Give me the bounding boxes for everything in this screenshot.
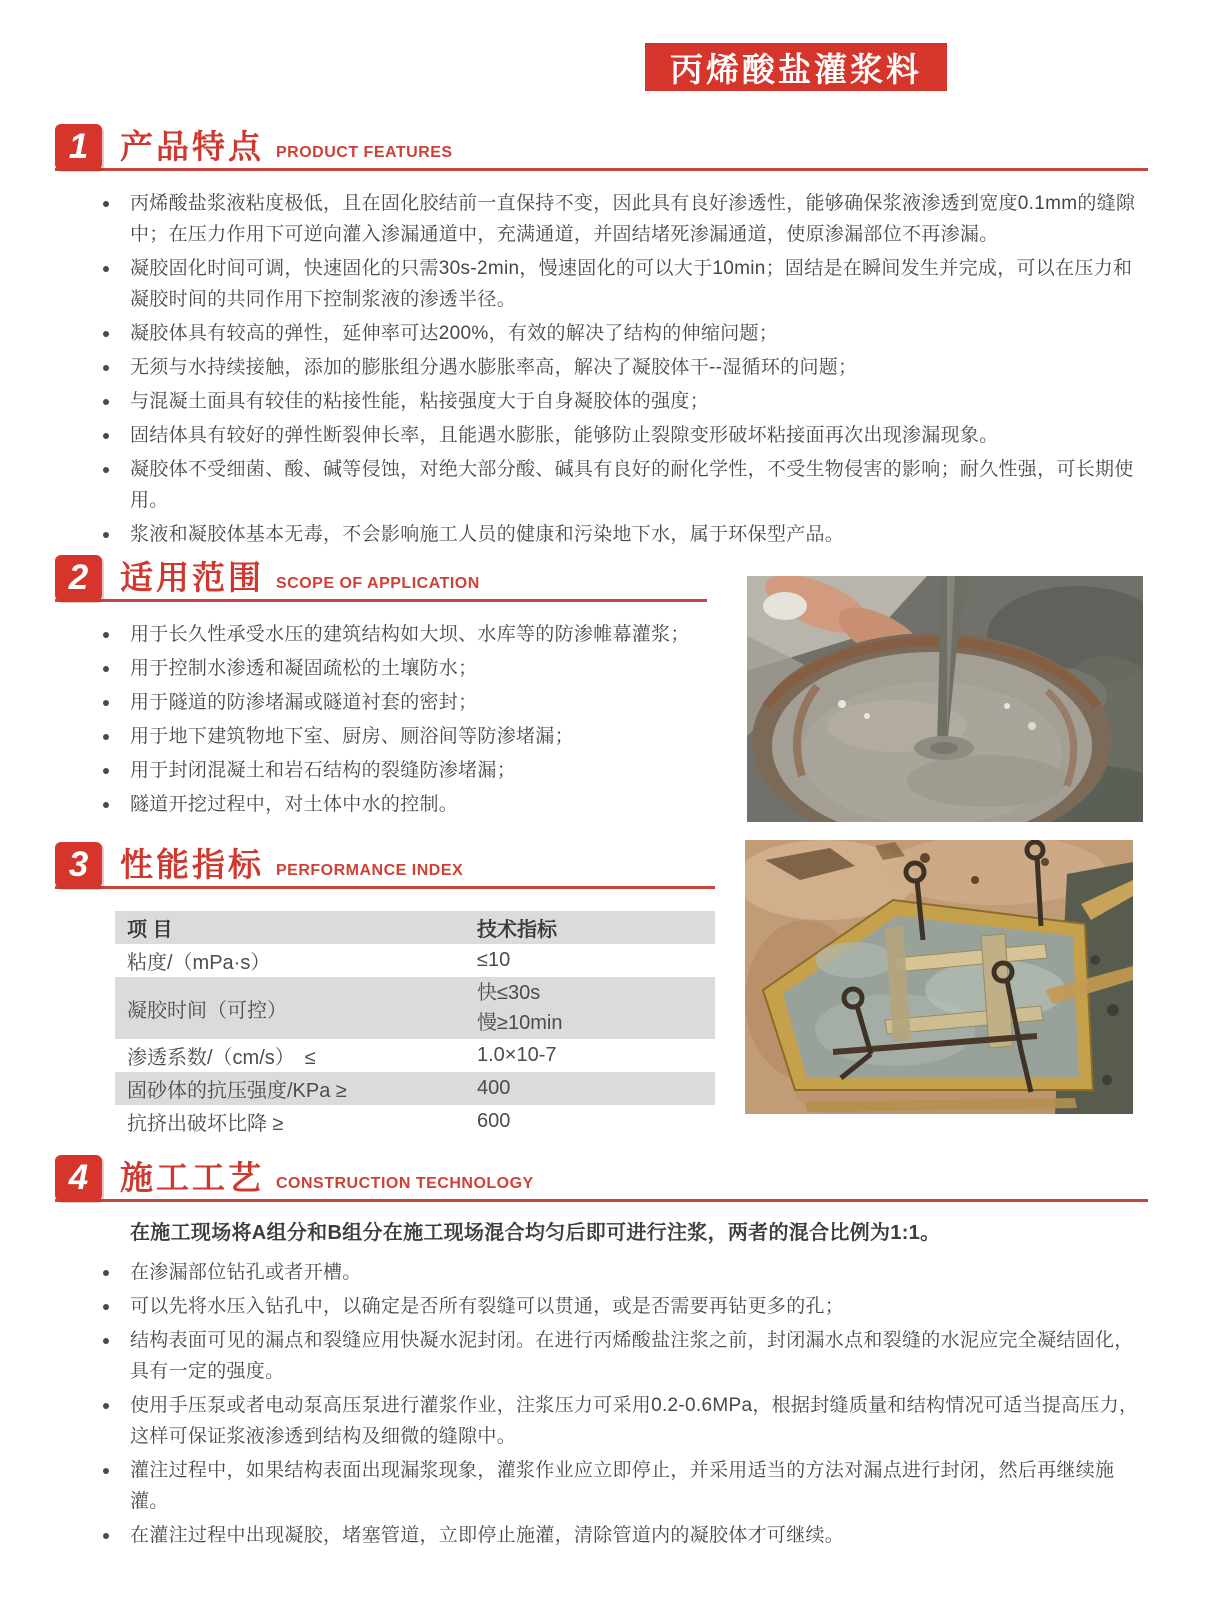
list-item: 用于地下建筑物地下室、厨房、厕浴间等防渗堵漏； — [55, 721, 707, 752]
section-header — [55, 1153, 1148, 1202]
list-item: 隧道开挖过程中，对土体中水的控制。 — [55, 789, 707, 820]
table-cell-value: ≤10 — [477, 949, 511, 971]
section-subtitle: SCOPE OF APPLICATION — [276, 575, 480, 592]
table-cell-item: 抗挤出破坏比降 ≥ — [127, 1113, 284, 1135]
list-item: 凝胶固化时间可调，快速固化的只需30s-2min，慢速固化的可以大于10min；固结是在瞬间发生并完成，可以在压力和凝胶时间的共同作用下控制浆液的渗透半径。 — [55, 253, 1148, 315]
table-row — [115, 1105, 715, 1138]
list-item: 可以先将水压入钻孔中，以确定是否所有裂缝可以贯通，或是否需要再钻更多的孔； — [55, 1291, 1148, 1322]
table-cell-item: 凝胶时间（可控） — [127, 999, 287, 1022]
section-scope-of-application — [55, 553, 707, 823]
list-item: 凝胶体不受细菌、酸、碱等侵蚀，对绝大部分酸、碱具有良好的耐化学性，不受生物侵害的影响；耐久性强，可长期使用。 — [55, 454, 1148, 516]
list-item: 无须与水持续接触，添加的膨胀组分遇水膨胀率高，解决了凝胶体干--湿循环的问题； — [55, 352, 1148, 383]
list-item: 结构表面可见的漏点和裂缝应用快凝水泥封闭。在进行丙烯酸盐注浆之前，封闭漏水点和裂缝的水泥应完全凝结固化，具有一定的强度。 — [55, 1325, 1148, 1387]
list-item: 用于封闭混凝土和岩石结构的裂缝防渗堵漏； — [55, 755, 707, 786]
grout-mixing-illustration — [747, 576, 1143, 822]
section-number-badge: 3 — [55, 842, 102, 888]
table-cell-value: 1.0×10-7 — [477, 1044, 557, 1066]
section-construction-technology — [55, 1153, 1148, 1554]
section-number-badge: 4 — [55, 1155, 102, 1201]
table-cell-item: 渗透系数/（cm/s） ≤ — [127, 1047, 316, 1069]
list-item: 与混凝土面具有较佳的粘接性能，粘接强度大于自身凝胶体的强度； — [55, 386, 1148, 417]
section-product-features — [55, 122, 1148, 553]
formwork-grouting-photo — [745, 840, 1133, 1114]
section-title: 适用范围 — [120, 559, 264, 596]
formwork-grouting-illustration — [745, 840, 1133, 1114]
list-item: 固结体具有较好的弹性断裂伸长率，且能遇水膨胀，能够防止裂隙变形破坏粘接面再次出现渗漏现象。 — [55, 420, 1148, 451]
section-subtitle: CONSTRUCTION TECHNOLOGY — [276, 1175, 534, 1192]
table-cell-value — [477, 978, 715, 1038]
table-cell-value: 400 — [477, 1077, 511, 1099]
table-cell-item: 粘度/（mPa·s） — [127, 952, 271, 974]
section-header — [55, 122, 1148, 171]
mixing-ratio-note: 在施工现场将A组分和B组分在施工现场混合均匀后即可进行注浆，两者的混合比例为1:1。 — [130, 1222, 941, 1244]
section-performance-index — [55, 840, 715, 1138]
list-item: 灌注过程中，如果结构表面出现漏浆现象，灌浆作业应立即停止，并采用适当的方法对漏点进行封闭，然后再继续施灌。 — [55, 1455, 1148, 1517]
list-item: 使用手压泵或者电动泵高压泵进行灌浆作业，注浆压力可采用0.2-0.6MPa，根据封缝质量和结构情况可适当提高压力，这样可保证浆液渗透到结构及细微的缝隙中。 — [55, 1390, 1148, 1452]
section-header — [55, 840, 715, 889]
section-title: 产品特点 — [120, 128, 264, 165]
application-list — [55, 619, 707, 820]
grout-mixing-photo — [747, 576, 1143, 822]
table-cell-value: 600 — [477, 1110, 511, 1132]
table-header-value: 技术指标 — [477, 919, 557, 941]
performance-table — [115, 911, 715, 1138]
table-row — [115, 944, 715, 977]
section-title: 性能指标 — [120, 846, 264, 883]
list-item: 凝胶体具有较高的弹性，延伸率可达200%，有效的解决了结构的伸缩问题； — [55, 318, 1148, 349]
section-number-badge: 2 — [55, 555, 102, 601]
table-header-item: 项 目 — [127, 919, 173, 941]
list-item: 在渗漏部位钻孔或者开槽。 — [55, 1257, 1148, 1288]
list-item: 用于隧道的防渗堵漏或隧道衬套的密封； — [55, 687, 707, 718]
section-subtitle: PRODUCT FEATURES — [276, 144, 453, 161]
table-row — [115, 1039, 715, 1072]
list-item: 用于控制水渗透和凝固疏松的土壤防水； — [55, 653, 707, 684]
section-header — [55, 553, 707, 602]
list-item: 浆液和凝胶体基本无毒，不会影响施工人员的健康和污染地下水，属于环保型产品。 — [55, 519, 1148, 550]
table-row — [115, 977, 715, 1039]
list-item: 在灌注过程中出现凝胶，堵塞管道，立即停止施灌，清除管道内的凝胶体才可继续。 — [55, 1520, 1148, 1551]
table-header-row — [115, 911, 715, 944]
procedure-list — [55, 1257, 1148, 1551]
section-number-badge: 1 — [55, 124, 102, 170]
value-line: 快≤30s — [477, 982, 541, 1004]
list-item: 丙烯酸盐浆液粘度极低，且在固化胶结前一直保持不变，因此具有良好渗透性，能够确保浆液渗透到宽度0.1mm的缝隙中；在压力作用下可逆向灌入渗漏通道中，充满通道，并固结堵死渗漏通道，使原渗漏部位不再渗漏。 — [55, 188, 1148, 250]
value-line: 慢≥10min — [477, 1012, 563, 1034]
feature-list — [55, 188, 1148, 550]
list-item: 用于长久性承受水压的建筑结构如大坝、水库等的防渗帷幕灌浆； — [55, 619, 707, 650]
section-title: 施工工艺 — [120, 1159, 264, 1196]
product-title-banner: 丙烯酸盐灌浆料 — [645, 43, 947, 91]
table-cell-item: 固砂体的抗压强度/KPa ≥ — [127, 1080, 347, 1102]
table-row — [115, 1072, 715, 1105]
section-subtitle: PERFORMANCE INDEX — [276, 862, 464, 879]
